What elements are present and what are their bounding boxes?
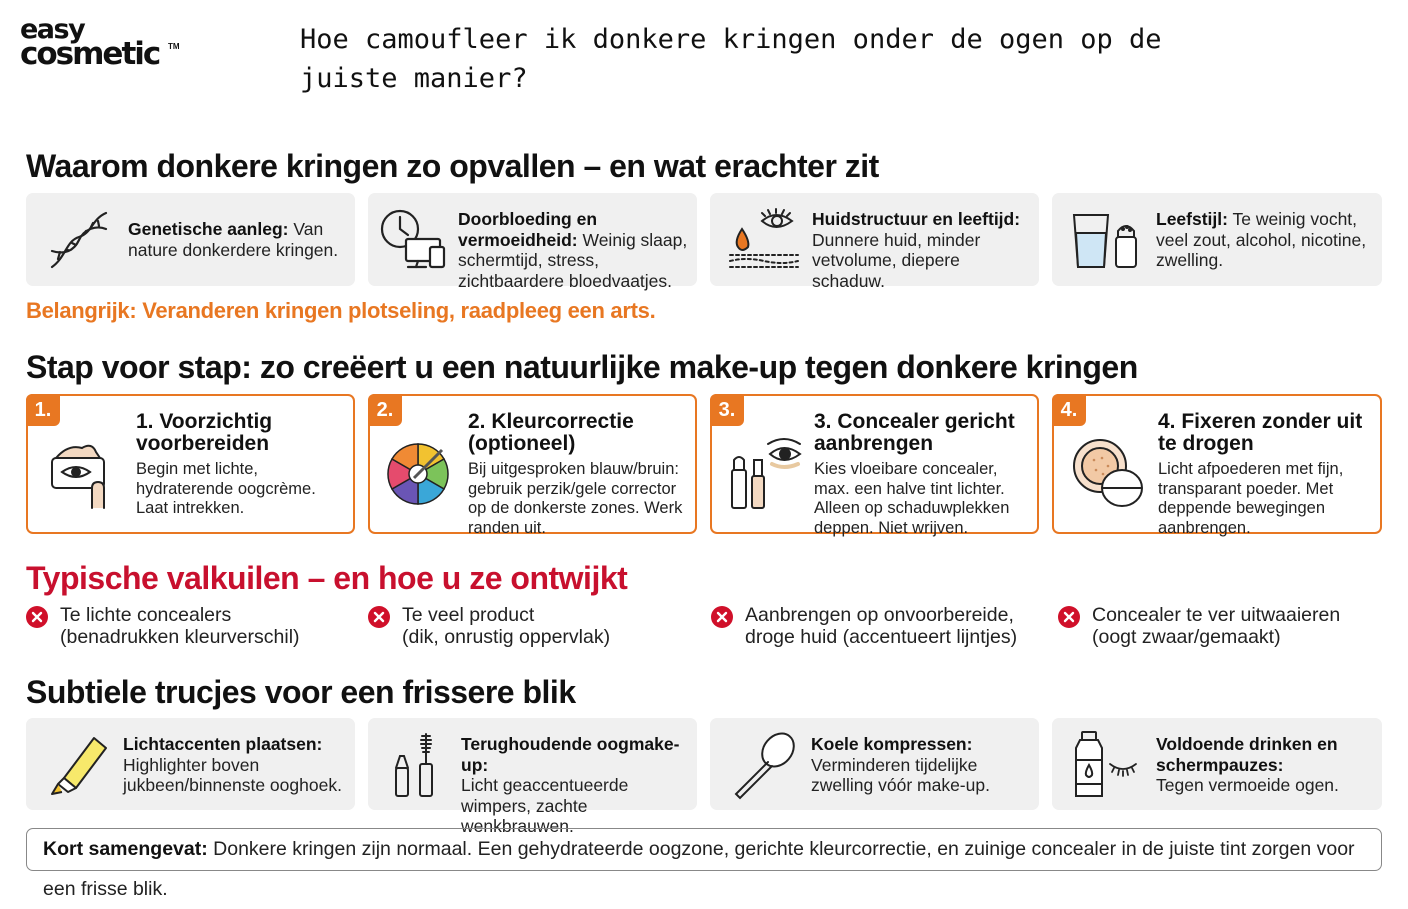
dna-icon [46,207,112,273]
step-title: 4. Fixeren zonder uit te drogen [1158,410,1363,455]
step-badge: 4. [1052,394,1086,426]
tip-card-highlight [26,718,355,810]
cause-text [458,209,693,291]
water-bottle-icon [1072,730,1106,800]
step-card-1 [26,394,355,534]
pitfall-line-2: (benadrukken kleurverschil) [60,626,300,648]
pitfall-item [1058,604,1382,650]
section-tips-title: Subtiele trucjes voor een frissere blik [26,674,576,710]
step-badge: 2. [368,394,402,426]
cause-label: Genetische aanleg: [128,219,289,239]
spoon-icon [730,730,800,800]
pitfall-item [26,604,356,650]
logo-line-1: easy [20,14,85,45]
step-card-2 [368,394,697,537]
tip-label: Voldoende drinken en schermpauzes: [1156,734,1338,775]
tip-card-hydration [1052,718,1382,810]
pitfall-line-1: Concealer te ver uitwaaieren [1092,604,1341,626]
eye-skin-icon [728,207,800,273]
tip-description: Tegen vermoeide ogen. [1156,775,1339,795]
pitfall-text [402,604,610,648]
eye-cream-icon [48,438,118,510]
pitfall-item [368,604,698,650]
pitfall-text [1092,604,1340,648]
step-card-3 [710,394,1039,537]
logo-line-2: cosmetic [20,36,160,72]
close-icon [1058,606,1080,628]
glass-salt-icon [1070,207,1142,273]
step-badge: 3. [710,394,744,426]
summary-text: Donkere kringen zijn normaal. Een gehydrateerde oogzone, gerichte kleurcorrectie, en zuinige concealer in de juiste tint zorgen voor een frisse blik. [43,838,1355,900]
concealer-icon [728,436,802,510]
cause-text [128,219,348,260]
step-description: Licht afpoederen met fijn, transparant poeder. Met deppende bewegingen aanbrengen. [1158,460,1344,537]
cause-description: Dunnere huid, minder vetvolume, diepere schaduw. [812,229,981,291]
tip-description: Verminderen tijdelijke zwelling vóór make-up. [811,754,990,795]
cause-label: Doorbloeding en vermoeidheid: [458,209,598,250]
cause-description: Van nature donkerdere kringen. [128,219,339,260]
step-card-4 [1052,394,1382,537]
pitfall-line-1: Aanbrengen op onvoorbereide, [745,604,1014,626]
pitfall-line-2: (dik, onrustig oppervlak) [402,626,611,648]
mascara-icon [388,728,438,800]
tip-card-compress [710,718,1039,810]
pitfall-line-1: Te veel product [402,604,535,626]
cause-card-genetics [26,193,355,286]
tip-text [461,734,693,837]
cause-text [1156,209,1376,271]
summary-box [26,828,1382,900]
summary-label: Kort samengevat: [43,838,208,860]
step-title: 3. Concealer gericht aanbrengen [814,410,1015,455]
closed-eye-icon [1108,758,1138,778]
brand-logo [20,16,190,76]
tip-label: Terughoudende oogmake-up: [461,734,680,775]
cause-card-skin [710,193,1039,291]
step-title: 1. Voorzichtig voorbereiden [136,410,273,455]
section-pitfalls-title: Typische valkuilen – en hoe u ze ontwijkt [26,560,628,596]
close-icon [368,606,390,628]
color-wheel-icon [386,442,450,506]
pitfall-text [60,604,300,648]
cause-description: Te weinig vocht, veel zout, alcohol, nicotine, zwelling. [1156,209,1367,270]
cause-description: Weinig slaap, schermtijd, stress, zichtbaardere bloedvaatjes. [458,229,688,291]
step-description: Kies vloeibare concealer, max. een halve tint lichter. Alleen op schaduwplekken deppen. Niet wrijven. [814,460,1010,537]
tip-description: Highlighter boven jukbeen/binnenste ooghoek. [123,754,342,795]
tip-label: Lichtaccenten plaatsen: [123,734,323,754]
important-note: Belangrijk: Veranderen kringen plotseling, raadpleeg een arts. [26,298,656,323]
pitfall-text [745,604,1017,648]
tip-text [123,734,348,796]
tip-text [811,734,1031,796]
page-title: Hoe camoufleer ik donkere kringen onder de ogen op de juiste manier? [300,24,1162,94]
cause-text [812,209,1032,291]
pitfall-item [711,604,1041,650]
cause-card-lifestyle [1052,193,1382,286]
tip-text [1156,734,1374,796]
clock-screen-icon [378,207,450,273]
step-title: 2. Kleurcorrectie (optioneel) [468,410,634,455]
pitfall-line-1: Te lichte concealers [60,604,232,626]
cause-label: Huidstructuur en leeftijd: [812,209,1021,229]
pitfall-line-2: (oogt zwaar/gemaakt) [1092,626,1281,648]
step-badge: 1. [26,394,60,426]
powder-icon [1070,436,1144,508]
step-description: Begin met lichte, hydraterende oogcrème. Laat intrekken. [136,460,316,517]
cause-card-circulation [368,193,697,291]
section-causes-title: Waarom donkere kringen zo opvallen – en wat erachter zit [26,148,879,184]
step-description: Bij uitgesproken blauw/bruin: gebruik perzik/gele corrector op de donkerste zones. Werk randen uit. [468,460,683,537]
highlighter-icon [44,732,110,798]
close-icon [711,606,733,628]
close-icon [26,606,48,628]
logo-trademark: TM [168,42,180,51]
cause-label: Leefstijl: [1156,209,1228,229]
tip-label: Koele kompressen: [811,734,973,754]
pitfall-line-2: droge huid (accentueert lijntjes) [745,626,1018,648]
tip-card-eye-makeup [368,718,697,836]
tip-description: Licht geaccentueerde wimpers, zachte wenkbrauwen. [461,775,629,836]
section-steps-title: Stap voor stap: zo creëert u een natuurlijke make-up tegen donkere kringen [26,349,1138,385]
